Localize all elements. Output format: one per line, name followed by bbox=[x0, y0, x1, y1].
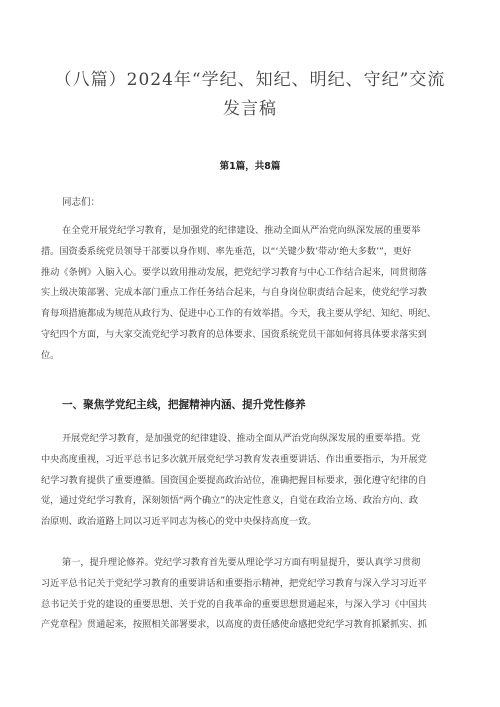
part-indicator: 第1篇，共8篇 bbox=[219, 161, 281, 172]
paragraph-line: 措。国资委系统党员领导干部要以身作则、率先垂范，以“‘关键少数’带动‘绝大多数’”，更好 bbox=[41, 245, 412, 257]
paragraph-line: 产党章程》贯通起来，按照相关部署要求，以高度的责任感使命感把党纪学习教育抓紧抓实、抓 bbox=[41, 619, 427, 631]
paragraph-line: 中央高度重视，习近平总书记多次就开展党纪学习教育发表重要讲话、作出重要指示，为开展党 bbox=[41, 453, 427, 465]
paragraph-line: 觉，通过党纪学习教育，深刻领悟“两个确立”的决定性意义，自觉在政治立场、政治方向、政 bbox=[41, 495, 419, 507]
paragraph-line: 开展党纪学习教育，是加强党的纪律建设、推动全面从严治党向纵深发展的重要举措。党 bbox=[62, 433, 421, 444]
paragraph-line: 纪学习教育提供了重要遵循。国资国企要提高政治站位，准确把握目标要求，强化遵守纪律的自 bbox=[41, 474, 427, 486]
paragraph-line: 推动《条例》入脑入心。要学以致用推动发展，把党纪学习教育与中心工作结合起来，同贯彻落 bbox=[41, 266, 427, 278]
title-line-2: 发言稿 bbox=[223, 99, 277, 119]
paragraph-line: 育每项措施都成为规范从政行为、促进中心工作的有效举措。今天，我主要从学纪、知纪、明纪、 bbox=[41, 308, 437, 320]
paragraph-line: 习近平总书记关于党纪学习教育的重要讲话和重要指示精神，把党纪学习教育与深入学习习近平 bbox=[41, 577, 427, 589]
paragraph-line: 总书记关于党的建设的重要思想、关于党的自我革命的重要思想贯通起来，与深入学习《中国共 bbox=[41, 598, 427, 610]
section-heading: 一、聚焦学党纪主线，把握精神内涵、提升党性修养 bbox=[62, 399, 306, 411]
paragraph-intro bbox=[41, 221, 465, 367]
paragraph-point-1 bbox=[41, 553, 465, 636]
title-line-1: （八篇）2024年“学纪、知纪、明纪、守纪”交流 bbox=[54, 70, 446, 90]
paragraph-line: 治原则、政治道路上同以习近平同志为核心的党中央保持高度一致。 bbox=[41, 516, 317, 528]
paragraph-line: 在全党开展党纪学习教育，是加强党的纪律建设、推动全面从严治党向纵深发展的重要举 bbox=[62, 225, 421, 236]
paragraph-section-1 bbox=[41, 429, 465, 533]
document-title bbox=[0, 66, 500, 124]
paragraph-line: 位。 bbox=[41, 349, 60, 361]
paragraph-line: 实上级决策部署、完成本部门重点工作任务结合起来，与自身岗位职责结合起来，使党纪学习教 bbox=[41, 287, 427, 299]
paragraph-line: 第一，提升理论修养。党纪学习教育首先要从理论学习方面有明显提升，要认真学习贯彻 bbox=[62, 557, 421, 568]
salutation: 同志们： bbox=[62, 197, 101, 208]
paragraph-line: 守纪四个方面，与大家交流党纪学习教育的总体要求、国资系统党员干部如何将具体要求落实到 bbox=[41, 328, 427, 340]
